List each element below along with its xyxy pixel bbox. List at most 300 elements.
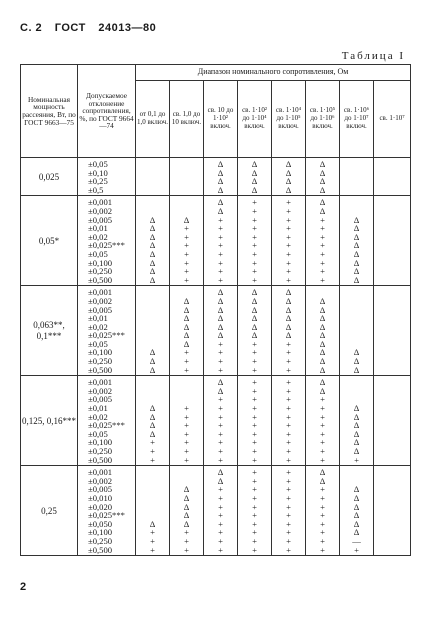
plus-mark: +	[286, 467, 291, 478]
tolerance-value: ±0,05	[88, 159, 108, 169]
empty-mark	[136, 485, 169, 494]
range-header-2: св. 1,0 до 10 включ.	[170, 80, 204, 158]
plus-mark: +	[286, 364, 291, 375]
delta-mark: Δ	[217, 159, 224, 169]
empty-mark	[340, 331, 373, 340]
plus-mark: +	[252, 510, 257, 521]
delta-mark: Δ	[149, 518, 156, 529]
tolerance-value: ±0,025***	[88, 420, 125, 431]
plus-mark: +	[252, 274, 257, 285]
empty-mark	[374, 198, 410, 207]
delta-mark: Δ	[149, 231, 156, 242]
plus-mark: +	[320, 248, 325, 259]
empty-mark	[374, 186, 410, 195]
delta-mark: Δ	[217, 167, 224, 178]
empty-mark	[136, 160, 169, 169]
tolerance-value: ±0,05	[88, 338, 108, 349]
plus-mark: +	[286, 420, 291, 431]
empty-mark	[374, 546, 410, 555]
delta-mark: Δ	[319, 295, 326, 306]
delta-mark: Δ	[183, 518, 190, 529]
plus-mark: +	[218, 527, 223, 538]
delta-mark: Δ	[319, 205, 326, 216]
plus-mark: +	[218, 214, 223, 225]
plus-mark: +	[320, 492, 325, 503]
tolerance-value: ±0,250	[88, 446, 113, 456]
delta-mark: Δ	[217, 304, 224, 315]
delta-mark: Δ	[183, 321, 190, 332]
dash-mark: —	[352, 535, 361, 546]
plus-mark: +	[184, 437, 189, 448]
tolerance-value: ±0,025***	[88, 240, 125, 251]
plus-mark: +	[252, 492, 257, 503]
tolerance-value: ±0,02	[88, 231, 108, 242]
empty-mark	[170, 160, 203, 169]
plus-mark: +	[184, 428, 189, 439]
plus-mark: +	[218, 535, 223, 546]
plus-mark: +	[252, 501, 257, 512]
range-marks-col-4	[238, 466, 272, 556]
empty-mark	[136, 169, 169, 178]
tolerance-value: ±0,002	[88, 475, 113, 486]
empty-mark	[374, 340, 410, 349]
plus-mark: +	[218, 428, 223, 439]
plus-mark: +	[184, 356, 189, 367]
tolerance-value: ±0,005	[88, 484, 113, 495]
empty-mark	[340, 306, 373, 315]
delta-mark: Δ	[353, 274, 360, 285]
empty-mark	[374, 267, 410, 276]
delta-mark: Δ	[285, 321, 292, 332]
delta-mark: Δ	[251, 313, 258, 324]
range-marks-col-6	[306, 196, 340, 286]
tolerance-value: ±0,001	[88, 287, 113, 298]
plus-mark: +	[150, 535, 155, 546]
range-marks-col-1	[136, 196, 170, 286]
delta-mark: Δ	[149, 364, 156, 375]
plus-mark: +	[252, 385, 257, 396]
tolerance-value: ±0,500	[88, 274, 113, 285]
empty-mark	[340, 198, 373, 207]
tolerance-value: ±0,005	[88, 304, 113, 315]
plus-mark: +	[286, 214, 291, 225]
range-header-6: св. 1·10⁵ до 1·10⁶ включ.	[306, 80, 340, 158]
range-marks-col-7	[340, 466, 374, 556]
range-marks-col-2	[170, 196, 204, 286]
plus-mark: +	[184, 364, 189, 375]
tolerance-value: ±0,05	[88, 428, 108, 439]
empty-mark	[374, 485, 410, 494]
delta-mark: Δ	[149, 274, 156, 285]
plus-mark: +	[184, 454, 189, 465]
range-marks-col-5	[272, 158, 306, 196]
empty-mark	[340, 323, 373, 332]
delta-mark: Δ	[217, 205, 224, 216]
plus-mark: +	[320, 454, 325, 465]
empty-mark	[374, 276, 410, 285]
delta-mark: Δ	[319, 467, 326, 478]
delta-mark: Δ	[285, 287, 292, 298]
delta-mark: Δ	[353, 356, 360, 367]
empty-mark	[170, 198, 203, 207]
plus-mark: +	[150, 544, 155, 555]
power-value: 0,25	[21, 466, 78, 556]
plus-mark: +	[320, 411, 325, 422]
empty-mark	[340, 314, 373, 323]
plus-mark: +	[184, 240, 189, 251]
empty-mark	[374, 314, 410, 323]
plus-mark: +	[252, 356, 257, 367]
plus-mark: +	[252, 544, 257, 555]
tolerance-value: ±0,100	[88, 257, 113, 268]
tolerance-value: ±0,500	[88, 364, 113, 375]
plus-mark: +	[320, 428, 325, 439]
delta-mark: Δ	[319, 176, 326, 187]
tolerance-value: ±0,001	[88, 197, 113, 208]
delta-mark: Δ	[149, 240, 156, 251]
delta-mark: Δ	[285, 159, 292, 169]
delta-mark: Δ	[217, 197, 224, 208]
tolerance-value: ±0,25	[88, 176, 108, 187]
empty-mark	[374, 520, 410, 529]
delta-mark: Δ	[353, 257, 360, 268]
plus-mark: +	[320, 437, 325, 448]
empty-mark	[374, 477, 410, 486]
delta-mark: Δ	[251, 176, 258, 187]
range-header-4: св. 1·10² до 1·10⁴ включ.	[238, 80, 272, 158]
empty-mark	[374, 494, 410, 503]
tolerance-value: ±0,10	[88, 167, 108, 178]
tolerance-value: ±0,5	[88, 184, 104, 195]
plus-mark: +	[286, 527, 291, 538]
plus-mark: +	[252, 420, 257, 431]
delta-mark: Δ	[183, 338, 190, 349]
tolerance-value: ±0,002	[88, 295, 113, 306]
tolerance-value: ±0,010	[88, 492, 113, 503]
plus-mark: +	[320, 394, 325, 405]
tolerance-list	[78, 376, 136, 466]
delta-mark: Δ	[353, 403, 360, 414]
empty-mark	[340, 297, 373, 306]
tolerance-value: ±0,001	[88, 467, 113, 478]
empty-mark	[374, 216, 410, 225]
plus-mark: +	[184, 446, 189, 456]
delta-mark: Δ	[183, 492, 190, 503]
range-marks-col-5	[272, 376, 306, 466]
delta-mark: Δ	[319, 159, 326, 169]
range-marks-col-5	[272, 466, 306, 556]
range-marks-col-1	[136, 376, 170, 466]
page-number: 2	[20, 581, 27, 593]
delta-mark: Δ	[217, 385, 224, 396]
range-marks-col-2	[170, 286, 204, 376]
plus-mark: +	[150, 437, 155, 448]
plus-mark: +	[252, 377, 257, 388]
plus-mark: +	[252, 223, 257, 234]
delta-mark: Δ	[285, 176, 292, 187]
plus-mark: +	[218, 501, 223, 512]
delta-mark: Δ	[183, 510, 190, 521]
table-head	[21, 65, 411, 158]
delta-mark: Δ	[353, 248, 360, 259]
table-body	[21, 158, 411, 556]
range-marks-col-4	[238, 286, 272, 376]
range-marks-col-8	[374, 196, 411, 286]
empty-mark	[136, 387, 169, 396]
range-marks-col-7	[340, 158, 374, 196]
empty-mark	[340, 468, 373, 477]
tolerance-value: ±0,001	[88, 377, 113, 388]
empty-mark	[170, 387, 203, 396]
range-marks-col-2	[170, 376, 204, 466]
delta-mark: Δ	[251, 304, 258, 315]
plus-mark: +	[286, 454, 291, 465]
empty-mark	[340, 160, 373, 169]
plus-mark: +	[286, 347, 291, 358]
range-marks-col-2	[170, 466, 204, 556]
range-marks-col-3	[204, 196, 238, 286]
empty-mark	[374, 250, 410, 259]
range-marks-col-5	[272, 196, 306, 286]
plus-mark: +	[354, 454, 359, 465]
plus-mark: +	[252, 214, 257, 225]
plus-mark: +	[286, 240, 291, 251]
plus-mark: +	[184, 527, 189, 538]
delta-mark: Δ	[353, 420, 360, 431]
tolerance-value: ±0,500	[88, 544, 113, 555]
delta-mark: Δ	[285, 167, 292, 178]
plus-mark: +	[286, 492, 291, 503]
delta-mark: Δ	[319, 313, 326, 324]
delta-mark: Δ	[319, 385, 326, 396]
plus-mark: +	[252, 205, 257, 216]
plus-mark: +	[252, 428, 257, 439]
empty-mark	[340, 177, 373, 186]
range-marks-col-3	[204, 466, 238, 556]
delta-mark: Δ	[353, 411, 360, 422]
power-value: 0,05*	[21, 196, 78, 286]
delta-mark: Δ	[217, 377, 224, 388]
empty-mark	[374, 468, 410, 477]
empty-mark	[136, 468, 169, 477]
empty-mark	[374, 241, 410, 250]
tolerance-value: ±0,500	[88, 454, 113, 465]
delta-mark: Δ	[251, 167, 258, 178]
delta-mark: Δ	[183, 484, 190, 495]
tolerance-list	[78, 196, 136, 286]
empty-mark	[374, 348, 410, 357]
plus-mark: +	[252, 394, 257, 405]
plus-mark: +	[150, 454, 155, 465]
empty-mark	[340, 378, 373, 387]
empty-mark	[374, 511, 410, 520]
plus-mark: +	[320, 266, 325, 277]
plus-mark: +	[184, 266, 189, 277]
empty-mark	[374, 177, 410, 186]
range-marks-col-2	[170, 158, 204, 196]
plus-mark: +	[320, 518, 325, 529]
delta-mark: Δ	[319, 184, 326, 195]
delta-mark: Δ	[217, 295, 224, 306]
delta-mark: Δ	[285, 330, 292, 341]
delta-mark: Δ	[319, 347, 326, 358]
empty-mark	[374, 288, 410, 297]
tolerance-value: ±0,005	[88, 394, 113, 405]
range-marks-col-1	[136, 466, 170, 556]
delta-mark: Δ	[149, 248, 156, 259]
delta-mark: Δ	[285, 313, 292, 324]
plus-mark: +	[286, 223, 291, 234]
delta-mark: Δ	[183, 295, 190, 306]
tolerance-value: ±0,100	[88, 527, 113, 538]
plus-mark: +	[286, 428, 291, 439]
plus-mark: +	[218, 518, 223, 529]
empty-mark	[340, 288, 373, 297]
empty-mark	[136, 494, 169, 503]
plus-mark: +	[184, 411, 189, 422]
standard-number: 24013—80	[98, 22, 157, 34]
delta-mark: Δ	[217, 330, 224, 341]
plus-mark: +	[286, 197, 291, 208]
resistance-table	[20, 64, 411, 556]
plus-mark: +	[252, 338, 257, 349]
delta-mark: Δ	[183, 214, 190, 225]
power-value: 0,125, 0,16***	[21, 376, 78, 466]
plus-mark: +	[184, 257, 189, 268]
delta-mark: Δ	[319, 321, 326, 332]
plus-mark: +	[218, 356, 223, 367]
plus-mark: +	[286, 535, 291, 546]
plus-mark: +	[252, 411, 257, 422]
delta-mark: Δ	[285, 304, 292, 315]
tolerance-value: ±0,01	[88, 403, 108, 414]
empty-mark	[136, 177, 169, 186]
range-marks-col-8	[374, 466, 411, 556]
delta-mark: Δ	[251, 330, 258, 341]
delta-mark: Δ	[353, 214, 360, 225]
delta-mark: Δ	[319, 338, 326, 349]
delta-mark: Δ	[217, 287, 224, 298]
empty-mark	[374, 306, 410, 315]
delta-mark: Δ	[319, 330, 326, 341]
empty-mark	[136, 186, 169, 195]
plus-mark: +	[184, 403, 189, 414]
empty-mark	[374, 537, 410, 546]
delta-mark: Δ	[353, 446, 360, 456]
delta-mark: Δ	[149, 356, 156, 367]
plus-mark: +	[252, 467, 257, 478]
tolerance-value: ±0,100	[88, 437, 113, 448]
plus-mark: +	[286, 356, 291, 367]
plus-mark: +	[286, 475, 291, 486]
plus-mark: +	[218, 338, 223, 349]
empty-mark	[374, 169, 410, 178]
table-label: Таблица I	[341, 50, 405, 62]
plus-mark: +	[218, 231, 223, 242]
delta-mark: Δ	[319, 167, 326, 178]
empty-mark	[374, 207, 410, 216]
delta-mark: Δ	[149, 257, 156, 268]
plus-mark: +	[320, 535, 325, 546]
power-group-row	[21, 196, 411, 286]
plus-mark: +	[252, 364, 257, 375]
tolerance-value: ±0,100	[88, 347, 113, 358]
range-marks-col-6	[306, 286, 340, 376]
plus-mark: +	[218, 510, 223, 521]
power-group-row	[21, 286, 411, 376]
empty-mark	[374, 357, 410, 366]
standard-code: ГОСТ	[54, 22, 86, 34]
plus-mark: +	[218, 437, 223, 448]
range-marks-col-3	[204, 158, 238, 196]
empty-mark	[170, 186, 203, 195]
delta-mark: Δ	[149, 411, 156, 422]
plus-mark: +	[286, 205, 291, 216]
plus-mark: +	[218, 492, 223, 503]
empty-mark	[374, 259, 410, 268]
delta-mark: Δ	[217, 313, 224, 324]
plus-mark: +	[320, 240, 325, 251]
plus-mark: +	[286, 231, 291, 242]
plus-mark: +	[218, 240, 223, 251]
delta-mark: Δ	[183, 313, 190, 324]
empty-mark	[170, 468, 203, 477]
plus-mark: +	[286, 411, 291, 422]
delta-mark: Δ	[183, 501, 190, 512]
delta-mark: Δ	[319, 475, 326, 486]
delta-mark: Δ	[353, 492, 360, 503]
range-marks-col-8	[374, 286, 411, 376]
empty-mark	[136, 477, 169, 486]
page-header	[20, 22, 165, 34]
plus-mark: +	[218, 248, 223, 259]
delta-mark: Δ	[251, 287, 258, 298]
range-marks-col-1	[136, 286, 170, 376]
tolerance-value: ±0,250	[88, 356, 113, 367]
empty-mark	[136, 378, 169, 387]
power-group-row	[21, 158, 411, 196]
plus-mark: +	[218, 544, 223, 555]
plus-mark: +	[184, 248, 189, 259]
delta-mark: Δ	[319, 304, 326, 315]
plus-mark: +	[286, 385, 291, 396]
delta-mark: Δ	[353, 347, 360, 358]
range-marks-col-6	[306, 158, 340, 196]
empty-mark	[374, 503, 410, 512]
power-column-header: Номинальная мощность рассеяния, Вт, по ГОСТ 9663—75	[21, 65, 78, 158]
empty-mark	[374, 224, 410, 233]
plus-mark: +	[286, 274, 291, 285]
delta-mark: Δ	[353, 364, 360, 375]
delta-mark: Δ	[353, 231, 360, 242]
plus-mark: +	[286, 338, 291, 349]
empty-mark	[374, 366, 410, 375]
plus-mark: +	[150, 527, 155, 538]
plus-mark: +	[218, 257, 223, 268]
plus-mark: +	[252, 484, 257, 495]
delta-mark: Δ	[149, 266, 156, 277]
plus-mark: +	[252, 197, 257, 208]
plus-mark: +	[218, 364, 223, 375]
plus-mark: +	[252, 240, 257, 251]
delta-mark: Δ	[149, 403, 156, 414]
empty-mark	[136, 198, 169, 207]
delta-mark: Δ	[353, 437, 360, 448]
plus-mark: +	[286, 437, 291, 448]
range-marks-col-8	[374, 376, 411, 466]
plus-mark: +	[320, 484, 325, 495]
tolerance-column-header: Допускаемое отклонение сопротивления, %, по ГОСТ 9664—74	[78, 65, 136, 158]
